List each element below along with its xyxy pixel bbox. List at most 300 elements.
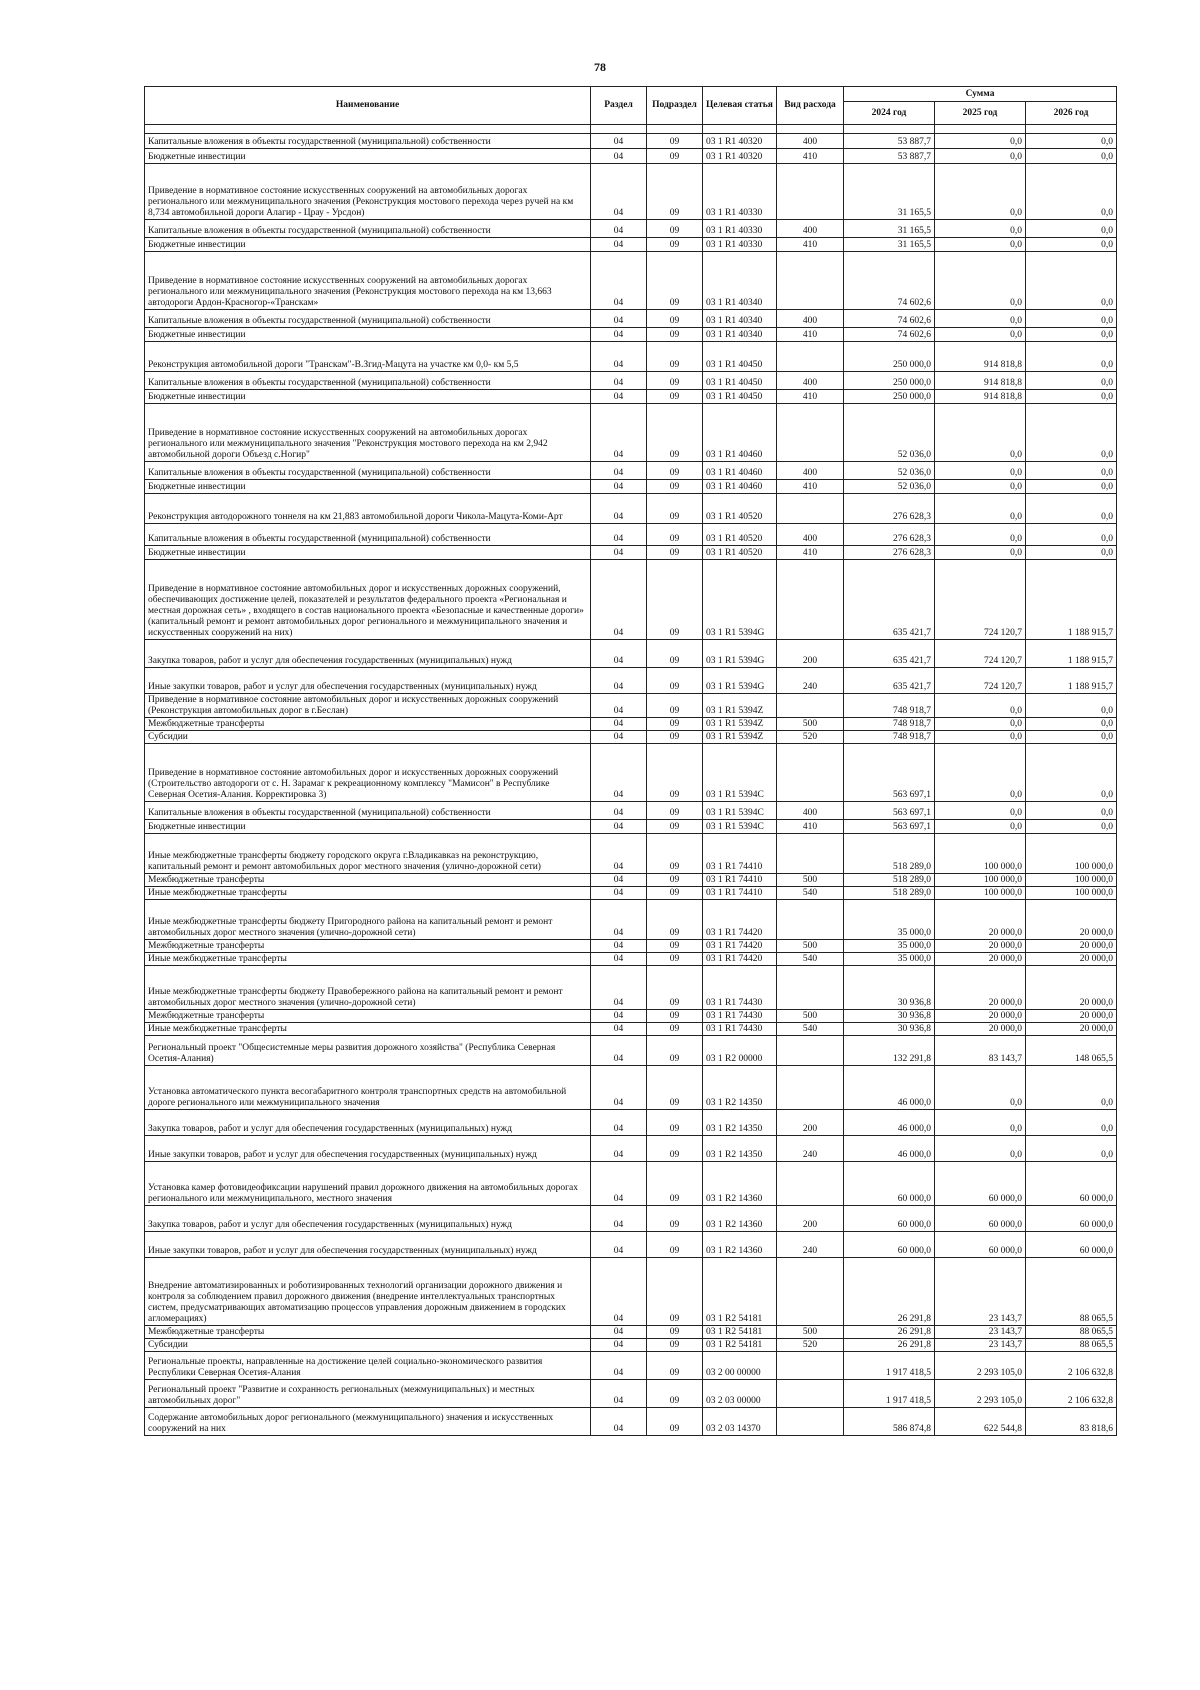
row-section: 04: [591, 900, 647, 940]
row-sum-2026: 20 000,0: [1026, 940, 1117, 953]
row-target: 03 1 R1 40450: [703, 342, 777, 372]
row-target: 03 1 R1 74420: [703, 900, 777, 940]
table-body: [145, 134, 1117, 1436]
row-sum-2025: 0,0: [935, 744, 1026, 802]
row-target: 03 1 R1 74420: [703, 940, 777, 953]
row-expense-type: 400: [777, 372, 844, 390]
table-row: [145, 1380, 1117, 1408]
row-sum-2025: 60 000,0: [935, 1162, 1026, 1206]
row-name: Межбюджетные трансферты: [145, 1326, 591, 1339]
table-row: [145, 887, 1117, 900]
table-row: [145, 1258, 1117, 1326]
table-row: [145, 1136, 1117, 1162]
row-name: Приведение в нормативное состояние автомобильных дорог и искусственных дорожных сооружений (Реконструкция автомобильных дорог в г.Беслан): [145, 694, 591, 718]
row-sum-2026: 0,0: [1026, 238, 1117, 252]
row-expense-type: [777, 1380, 844, 1408]
row-subsection: 09: [647, 640, 703, 668]
row-sum-2025: 100 000,0: [935, 887, 1026, 900]
row-expense-type: [777, 560, 844, 640]
row-target: 03 1 R1 40460: [703, 462, 777, 480]
row-section: 04: [591, 966, 647, 1010]
row-name: Капитальные вложения в объекты государственной (муниципальной) собственности: [145, 462, 591, 480]
row-sum-2026: 100 000,0: [1026, 887, 1117, 900]
row-section: 04: [591, 802, 647, 820]
row-sum-2025: 2 293 105,0: [935, 1380, 1026, 1408]
row-sum-2026: 88 065,5: [1026, 1339, 1117, 1352]
row-name: Межбюджетные трансферты: [145, 940, 591, 953]
row-sum-2025: 0,0: [935, 462, 1026, 480]
row-sum-2024: 586 874,8: [844, 1408, 935, 1436]
row-section: 04: [591, 731, 647, 744]
table-row: [145, 149, 1117, 164]
row-sum-2025: 0,0: [935, 220, 1026, 238]
row-subsection: 09: [647, 342, 703, 372]
row-sum-2024: 60 000,0: [844, 1206, 935, 1232]
row-name: Капитальные вложения в объекты государственной (муниципальной) собственности: [145, 134, 591, 149]
row-section: 04: [591, 1339, 647, 1352]
row-expense-type: 520: [777, 1339, 844, 1352]
row-sum-2026: 0,0: [1026, 820, 1117, 834]
row-sum-2026: 1 188 915,7: [1026, 640, 1117, 668]
row-target: 03 1 R1 5394G: [703, 560, 777, 640]
row-expense-type: 200: [777, 1110, 844, 1136]
row-section: 04: [591, 390, 647, 404]
row-target: 03 1 R1 40450: [703, 390, 777, 404]
row-section: 04: [591, 149, 647, 164]
row-sum-2026: 1 188 915,7: [1026, 668, 1117, 694]
table-row: [145, 1352, 1117, 1380]
row-expense-type: 410: [777, 328, 844, 342]
table-row: [145, 1408, 1117, 1436]
row-name: Иные закупки товаров, работ и услуг для обеспечения государственных (муниципальных) нужд: [145, 1136, 591, 1162]
row-subsection: 09: [647, 1136, 703, 1162]
row-sum-2024: 276 628,3: [844, 524, 935, 546]
row-target: 03 1 R1 5394C: [703, 820, 777, 834]
row-sum-2025: 0,0: [935, 1136, 1026, 1162]
row-sum-2025: 23 143,7: [935, 1258, 1026, 1326]
row-sum-2024: 748 918,7: [844, 718, 935, 731]
row-expense-type: 500: [777, 874, 844, 887]
row-sum-2025: 0,0: [935, 1110, 1026, 1136]
row-subsection: 09: [647, 1066, 703, 1110]
table-row: [145, 874, 1117, 887]
row-name: Реконструкция автомобильной дороги "Транскам"-В.Згид-Мацута на участке км 0,0- км 5,5: [145, 342, 591, 372]
table-row: [145, 252, 1117, 310]
row-subsection: 09: [647, 149, 703, 164]
row-expense-type: [777, 966, 844, 1010]
row-name: Капитальные вложения в объекты государственной (муниципальной) собственности: [145, 220, 591, 238]
row-name: Закупка товаров, работ и услуг для обеспечения государственных (муниципальных) нужд: [145, 640, 591, 668]
row-sum-2026: 0,0: [1026, 731, 1117, 744]
row-name: Иные межбюджетные трансферты бюджету городского округа г.Владикавказ на реконструкцию, капитальный ремонт и ремонт автомобильных дорог местного значения (улично-дорожной сети): [145, 834, 591, 874]
table-row: [145, 940, 1117, 953]
row-target: 03 1 R1 74410: [703, 834, 777, 874]
row-subsection: 09: [647, 940, 703, 953]
row-subsection: 09: [647, 1036, 703, 1066]
header-expense-type: Вид расхода: [777, 87, 844, 125]
row-sum-2025: 0,0: [935, 524, 1026, 546]
row-target: 03 1 R1 5394C: [703, 744, 777, 802]
row-section: 04: [591, 1326, 647, 1339]
row-target: 03 1 R1 5394Z: [703, 694, 777, 718]
row-target: 03 1 R1 74430: [703, 1010, 777, 1023]
row-sum-2025: 20 000,0: [935, 966, 1026, 1010]
row-section: 04: [591, 1232, 647, 1258]
table-row: [145, 1110, 1117, 1136]
row-sum-2024: 276 628,3: [844, 546, 935, 560]
row-name: Установка камер фотовидеофиксации нарушений правил дорожного движения на автомобильных дорогах регионального или межмуниципального, местного значения: [145, 1162, 591, 1206]
row-name: Приведение в нормативное состояние автомобильных дорог и искусственных дорожных сооружений (Строительство автодороги от с. Н. Зарамаг к рекреационному комплексу "Мамисон" в Республике Северная Осетия-Алания. Корректировка 3): [145, 744, 591, 802]
row-sum-2025: 0,0: [935, 134, 1026, 149]
row-sum-2026: 2 106 632,8: [1026, 1352, 1117, 1380]
row-expense-type: [777, 900, 844, 940]
row-target: 03 1 R2 54181: [703, 1339, 777, 1352]
row-sum-2026: 60 000,0: [1026, 1162, 1117, 1206]
row-sum-2025: 0,0: [935, 494, 1026, 524]
row-subsection: 09: [647, 524, 703, 546]
header-sum: Сумма: [844, 87, 1117, 102]
header-2026: 2026 год: [1026, 102, 1117, 125]
row-sum-2026: 0,0: [1026, 404, 1117, 462]
row-sum-2024: 53 887,7: [844, 134, 935, 149]
row-sum-2025: 0,0: [935, 480, 1026, 494]
row-expense-type: 240: [777, 1136, 844, 1162]
row-section: 04: [591, 820, 647, 834]
row-section: 04: [591, 462, 647, 480]
row-target: 03 1 R1 74420: [703, 953, 777, 966]
row-subsection: 09: [647, 744, 703, 802]
row-sum-2024: 35 000,0: [844, 953, 935, 966]
row-expense-type: 540: [777, 953, 844, 966]
row-sum-2026: 0,0: [1026, 1136, 1117, 1162]
row-name: Межбюджетные трансферты: [145, 718, 591, 731]
table-row: [145, 404, 1117, 462]
row-name: Капитальные вложения в объекты государственной (муниципальной) собственности: [145, 310, 591, 328]
row-sum-2024: 52 036,0: [844, 480, 935, 494]
row-name: Бюджетные инвестиции: [145, 480, 591, 494]
table-row: [145, 134, 1117, 149]
row-target: 03 1 R1 5394G: [703, 668, 777, 694]
row-sum-2025: 2 293 105,0: [935, 1352, 1026, 1380]
row-subsection: 09: [647, 252, 703, 310]
row-target: 03 1 R1 40460: [703, 480, 777, 494]
row-expense-type: [777, 252, 844, 310]
row-subsection: 09: [647, 718, 703, 731]
row-target: 03 1 R1 40520: [703, 524, 777, 546]
row-name: Установка автоматического пункта весогабаритного контроля транспортных средств на автомобильной дороге регионального или межмуниципального значения: [145, 1066, 591, 1110]
table-row: [145, 1206, 1117, 1232]
row-section: 04: [591, 668, 647, 694]
row-name: Приведение в нормативное состояние искусственных сооружений на автомобильных дорогах регионального или межмуниципального значения "Реконструкция мостового перехода на км 2,942 автомобильной дороги Объезд с.Ногир": [145, 404, 591, 462]
row-sum-2024: 46 000,0: [844, 1110, 935, 1136]
table-row: [145, 560, 1117, 640]
row-section: 04: [591, 718, 647, 731]
table-header: [145, 87, 1117, 134]
row-sum-2024: 748 918,7: [844, 694, 935, 718]
row-expense-type: 410: [777, 480, 844, 494]
row-target: 03 1 R2 14350: [703, 1136, 777, 1162]
row-subsection: 09: [647, 802, 703, 820]
row-expense-type: 500: [777, 1010, 844, 1023]
row-target: 03 1 R2 00000: [703, 1036, 777, 1066]
row-expense-type: [777, 1036, 844, 1066]
row-sum-2024: 31 165,5: [844, 220, 935, 238]
row-section: 04: [591, 524, 647, 546]
row-subsection: 09: [647, 1010, 703, 1023]
row-section: 04: [591, 1136, 647, 1162]
row-expense-type: [777, 164, 844, 220]
row-target: 03 2 00 00000: [703, 1352, 777, 1380]
row-expense-type: 500: [777, 940, 844, 953]
row-expense-type: [777, 834, 844, 874]
row-sum-2026: 0,0: [1026, 134, 1117, 149]
row-sum-2024: 26 291,8: [844, 1326, 935, 1339]
row-sum-2025: 83 143,7: [935, 1036, 1026, 1066]
header-section: Раздел: [591, 87, 647, 125]
row-sum-2026: 0,0: [1026, 164, 1117, 220]
row-sum-2024: 60 000,0: [844, 1162, 935, 1206]
table-row: [145, 953, 1117, 966]
row-sum-2026: 0,0: [1026, 744, 1117, 802]
row-name: Бюджетные инвестиции: [145, 546, 591, 560]
table-row: [145, 480, 1117, 494]
row-sum-2026: 20 000,0: [1026, 1023, 1117, 1036]
row-sum-2026: 0,0: [1026, 480, 1117, 494]
row-subsection: 09: [647, 834, 703, 874]
row-expense-type: 540: [777, 887, 844, 900]
row-expense-type: 500: [777, 718, 844, 731]
row-sum-2026: 0,0: [1026, 342, 1117, 372]
table-row: [145, 1066, 1117, 1110]
row-sum-2024: 74 602,6: [844, 328, 935, 342]
row-sum-2025: 100 000,0: [935, 874, 1026, 887]
row-expense-type: [777, 694, 844, 718]
row-subsection: 09: [647, 1380, 703, 1408]
row-expense-type: [777, 1162, 844, 1206]
row-name: Приведение в нормативное состояние искусственных сооружений на автомобильных дорогах регионального или межмуниципального значения (Реконструкция мостового перехода на км 13,663 автодороги Ардон-Красногор-«Транскам»: [145, 252, 591, 310]
table-row: [145, 1036, 1117, 1066]
row-target: 03 1 R2 54181: [703, 1326, 777, 1339]
table-row: [145, 834, 1117, 874]
row-target: 03 2 03 14370: [703, 1408, 777, 1436]
row-name: Бюджетные инвестиции: [145, 820, 591, 834]
row-section: 04: [591, 953, 647, 966]
row-section: 04: [591, 1352, 647, 1380]
row-expense-type: 240: [777, 668, 844, 694]
row-subsection: 09: [647, 1110, 703, 1136]
row-subsection: 09: [647, 668, 703, 694]
row-expense-type: 200: [777, 1206, 844, 1232]
row-sum-2024: 26 291,8: [844, 1258, 935, 1326]
row-sum-2026: 20 000,0: [1026, 953, 1117, 966]
budget-table: [144, 86, 1117, 1436]
row-expense-type: 200: [777, 640, 844, 668]
row-sum-2025: 100 000,0: [935, 834, 1026, 874]
row-sum-2024: 46 000,0: [844, 1136, 935, 1162]
page-number: 78: [594, 60, 606, 74]
row-name: Бюджетные инвестиции: [145, 328, 591, 342]
row-subsection: 09: [647, 560, 703, 640]
row-sum-2025: 23 143,7: [935, 1326, 1026, 1339]
row-subsection: 09: [647, 694, 703, 718]
row-sum-2025: 60 000,0: [935, 1206, 1026, 1232]
row-subsection: 09: [647, 1023, 703, 1036]
row-subsection: 09: [647, 1162, 703, 1206]
row-target: 03 2 03 00000: [703, 1380, 777, 1408]
row-sum-2025: 20 000,0: [935, 1010, 1026, 1023]
row-target: 03 1 R1 5394C: [703, 802, 777, 820]
row-sum-2024: 52 036,0: [844, 404, 935, 462]
row-sum-2024: 30 936,8: [844, 966, 935, 1010]
row-subsection: 09: [647, 1339, 703, 1352]
table-row: [145, 462, 1117, 480]
table-row: [145, 390, 1117, 404]
row-sum-2024: 53 887,7: [844, 149, 935, 164]
row-sum-2024: 518 289,0: [844, 887, 935, 900]
row-section: 04: [591, 1110, 647, 1136]
table-row: [145, 164, 1117, 220]
row-section: 04: [591, 1162, 647, 1206]
row-target: 03 1 R1 40460: [703, 404, 777, 462]
row-section: 04: [591, 342, 647, 372]
row-sum-2026: 60 000,0: [1026, 1232, 1117, 1258]
table-row: [145, 1010, 1117, 1023]
row-target: 03 1 R1 40340: [703, 252, 777, 310]
row-sum-2024: 635 421,7: [844, 640, 935, 668]
row-sum-2025: 724 120,7: [935, 668, 1026, 694]
row-subsection: 09: [647, 900, 703, 940]
row-expense-type: 400: [777, 524, 844, 546]
row-name: Субсидии: [145, 731, 591, 744]
row-section: 04: [591, 1258, 647, 1326]
table-row: [145, 328, 1117, 342]
row-expense-type: [777, 342, 844, 372]
row-sum-2026: 0,0: [1026, 220, 1117, 238]
row-subsection: 09: [647, 1326, 703, 1339]
row-subsection: 09: [647, 887, 703, 900]
row-sum-2026: 0,0: [1026, 1110, 1117, 1136]
row-section: 04: [591, 694, 647, 718]
row-section: 04: [591, 1380, 647, 1408]
table-row: [145, 310, 1117, 328]
row-subsection: 09: [647, 1352, 703, 1380]
row-name: Иные межбюджетные трансферты: [145, 953, 591, 966]
row-sum-2026: 20 000,0: [1026, 1010, 1117, 1023]
row-sum-2024: 74 602,6: [844, 252, 935, 310]
row-sum-2024: 518 289,0: [844, 834, 935, 874]
row-sum-2026: 100 000,0: [1026, 834, 1117, 874]
row-section: 04: [591, 494, 647, 524]
row-expense-type: [777, 494, 844, 524]
row-sum-2024: 35 000,0: [844, 940, 935, 953]
row-sum-2025: 0,0: [935, 802, 1026, 820]
row-name: Реконструкция автодорожного тоннеля на км 21,883 автомобильной дороги Чикола-Мацута-Коми-Арт: [145, 494, 591, 524]
table-row: [145, 802, 1117, 820]
row-target: 03 1 R1 40340: [703, 310, 777, 328]
header-name: Наименование: [145, 87, 591, 125]
row-expense-type: [777, 1066, 844, 1110]
table-row: [145, 494, 1117, 524]
row-target: 03 1 R2 54181: [703, 1258, 777, 1326]
table-row: [145, 694, 1117, 718]
row-target: 03 1 R1 40450: [703, 372, 777, 390]
row-name: Иные закупки товаров, работ и услуг для обеспечения государственных (муниципальных) нужд: [145, 668, 591, 694]
row-sum-2024: 26 291,8: [844, 1339, 935, 1352]
row-subsection: 09: [647, 1408, 703, 1436]
row-target: 03 1 R1 74410: [703, 887, 777, 900]
row-name: Субсидии: [145, 1339, 591, 1352]
row-sum-2025: 0,0: [935, 164, 1026, 220]
row-name: Региональный проект "Развитие и сохранность региональных (межмуниципальных) и местных автомобильных дорог": [145, 1380, 591, 1408]
row-name: Иные закупки товаров, работ и услуг для обеспечения государственных (муниципальных) нужд: [145, 1232, 591, 1258]
row-subsection: 09: [647, 390, 703, 404]
table-row: [145, 1339, 1117, 1352]
row-name: Закупка товаров, работ и услуг для обеспечения государственных (муниципальных) нужд: [145, 1110, 591, 1136]
row-sum-2026: 0,0: [1026, 310, 1117, 328]
row-subsection: 09: [647, 462, 703, 480]
row-sum-2025: 20 000,0: [935, 940, 1026, 953]
table-row: [145, 342, 1117, 372]
row-sum-2026: 2 106 632,8: [1026, 1380, 1117, 1408]
row-subsection: 09: [647, 328, 703, 342]
table-row: [145, 238, 1117, 252]
row-sum-2026: 0,0: [1026, 1066, 1117, 1110]
row-target: 03 1 R1 40520: [703, 546, 777, 560]
row-sum-2026: 0,0: [1026, 718, 1117, 731]
row-section: 04: [591, 328, 647, 342]
row-expense-type: 400: [777, 220, 844, 238]
table-row: [145, 820, 1117, 834]
row-subsection: 09: [647, 404, 703, 462]
row-sum-2025: 914 818,8: [935, 372, 1026, 390]
row-target: 03 1 R1 5394Z: [703, 718, 777, 731]
row-section: 04: [591, 310, 647, 328]
row-expense-type: 400: [777, 134, 844, 149]
row-sum-2026: 0,0: [1026, 462, 1117, 480]
table-row: [145, 220, 1117, 238]
row-expense-type: 540: [777, 1023, 844, 1036]
row-section: 04: [591, 134, 647, 149]
row-sum-2026: 0,0: [1026, 390, 1117, 404]
table-row: [145, 1023, 1117, 1036]
row-subsection: 09: [647, 480, 703, 494]
row-subsection: 09: [647, 164, 703, 220]
row-target: 03 1 R1 5394Z: [703, 731, 777, 744]
row-expense-type: 240: [777, 1232, 844, 1258]
row-target: 03 1 R2 14350: [703, 1066, 777, 1110]
row-subsection: 09: [647, 953, 703, 966]
row-target: 03 1 R1 74410: [703, 874, 777, 887]
row-expense-type: 400: [777, 802, 844, 820]
row-name: Бюджетные инвестиции: [145, 149, 591, 164]
row-sum-2026: 0,0: [1026, 694, 1117, 718]
row-section: 04: [591, 1066, 647, 1110]
row-name: Иные межбюджетные трансферты: [145, 887, 591, 900]
row-name: Приведение в нормативное состояние автомобильных дорог и искусственных дорожных сооружений, обеспечивающих достижение целей, показателей и результатов федерального проекта «Региональная и местная дорожная сеть» , входящего в состав национального проекта «Безопасные и качественные дороги» (капитальный ремонт и ремонт автомобильных дорог регионального и межмуниципального значения и искусственных сооружений на них): [145, 560, 591, 640]
row-subsection: 09: [647, 1258, 703, 1326]
row-sum-2025: 914 818,8: [935, 390, 1026, 404]
row-expense-type: [777, 404, 844, 462]
row-sum-2024: 518 289,0: [844, 874, 935, 887]
row-sum-2025: 622 544,8: [935, 1408, 1026, 1436]
row-expense-type: 400: [777, 462, 844, 480]
row-section: 04: [591, 744, 647, 802]
row-sum-2026: 20 000,0: [1026, 966, 1117, 1010]
row-sum-2025: 0,0: [935, 546, 1026, 560]
table-row: [145, 966, 1117, 1010]
row-sum-2024: 31 165,5: [844, 238, 935, 252]
row-sum-2026: 100 000,0: [1026, 874, 1117, 887]
